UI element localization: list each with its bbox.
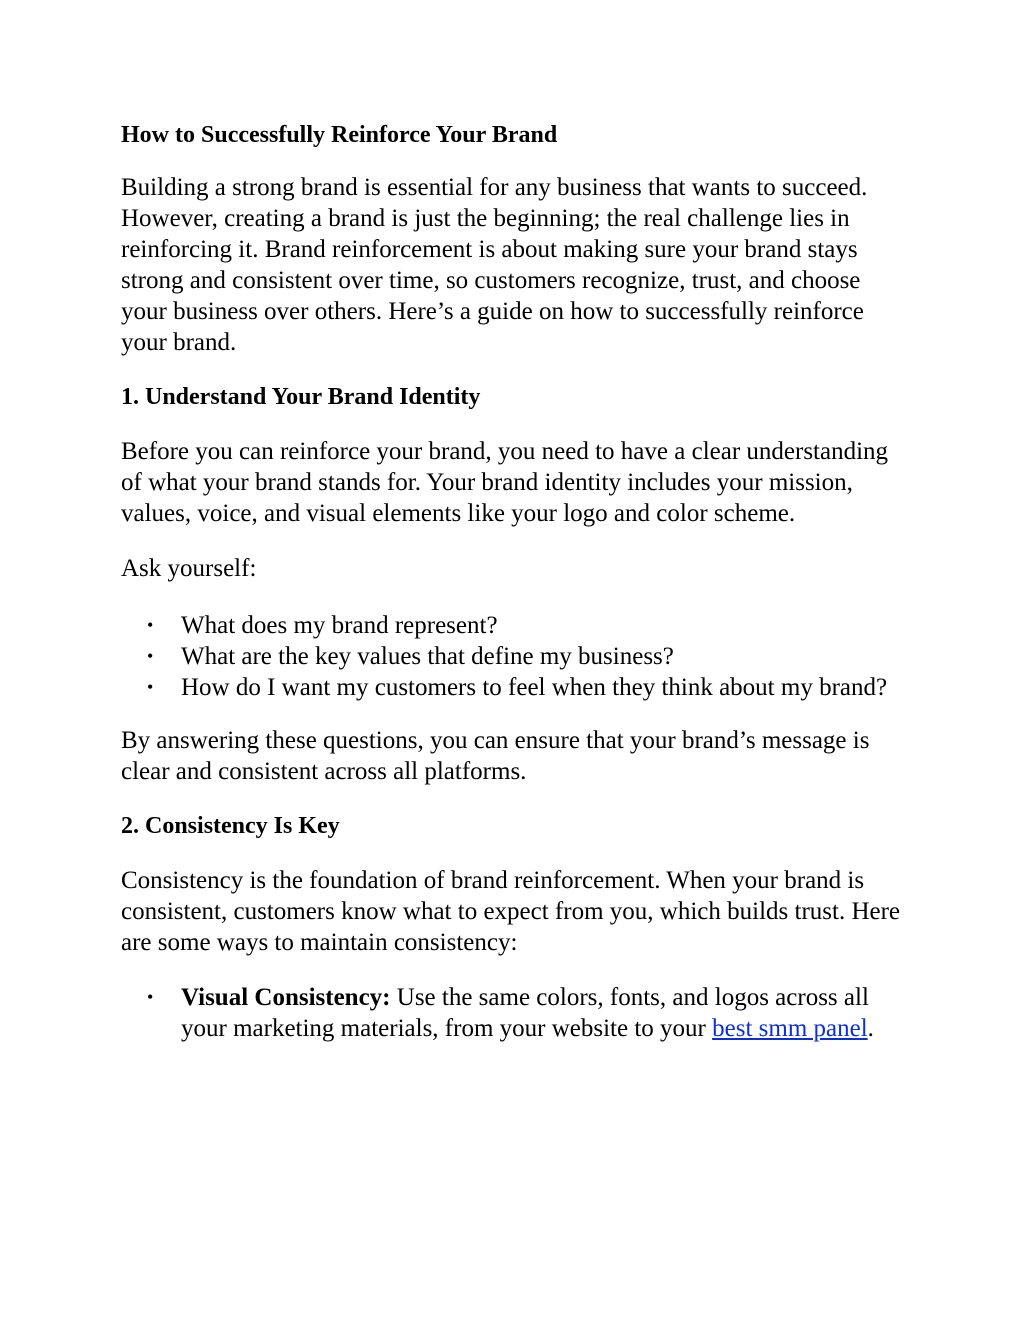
questions-list: [121, 610, 911, 703]
section-1-paragraph: Before you can reinforce your brand, you need to have a clear understanding of what your brand stands for. Your brand identity includes your mission, values, voice, and visual elements like your logo and color scheme.: [121, 438, 889, 527]
intro-paragraph: Building a strong brand is essential for any business that wants to succeed. However, creating a brand is just the beginning; the real challenge lies in reinforcing it. Brand reinforcement is about making sure your brand stays strong and consistent over time, so customers recognize, trust, and choose your business over others. Here’s a guide on how to successfully reinforce your brand.: [121, 174, 868, 356]
list-item-label: Visual Consistency:: [181, 984, 391, 1011]
document-title: How to Successfully Reinforce Your Brand: [121, 122, 558, 148]
list-item-text: What are the key values that define my business?: [181, 643, 674, 670]
bullet-icon: •: [147, 646, 154, 666]
bullet-icon: •: [147, 987, 154, 1007]
list-item: [121, 982, 911, 1044]
section-1-heading: 1. Understand Your Brand Identity: [121, 384, 481, 410]
document-page: [121, 120, 911, 1044]
ask-yourself-text: Ask yourself:: [121, 555, 257, 582]
consistency-list: [121, 982, 911, 1044]
list-item-text: How do I want my customers to feel when they think about my brand?: [181, 674, 888, 701]
section-1-closing: By answering these questions, you can ensure that your brand’s message is clear and consistent across all platforms.: [121, 727, 870, 785]
section-2-paragraph: Consistency is the foundation of brand reinforcement. When your brand is consistent, customers know what to expect from you, which builds trust. Here are some ways to maintain consistency:: [121, 867, 901, 956]
list-item-text: What does my brand represent?: [181, 612, 498, 639]
list-item: [121, 641, 911, 672]
bullet-icon: •: [147, 677, 154, 697]
list-item-text: Use the same colors, fonts, and logos across all your marketing materials, from your website to your: [181, 984, 869, 1042]
list-item-trailing: .: [867, 1015, 874, 1042]
bullet-icon: •: [147, 615, 154, 635]
section-2-heading: 2. Consistency Is Key: [121, 813, 340, 839]
list-item: [121, 610, 911, 641]
best-smm-panel-link[interactable]: best smm panel: [712, 1015, 868, 1042]
list-item: [121, 672, 911, 703]
